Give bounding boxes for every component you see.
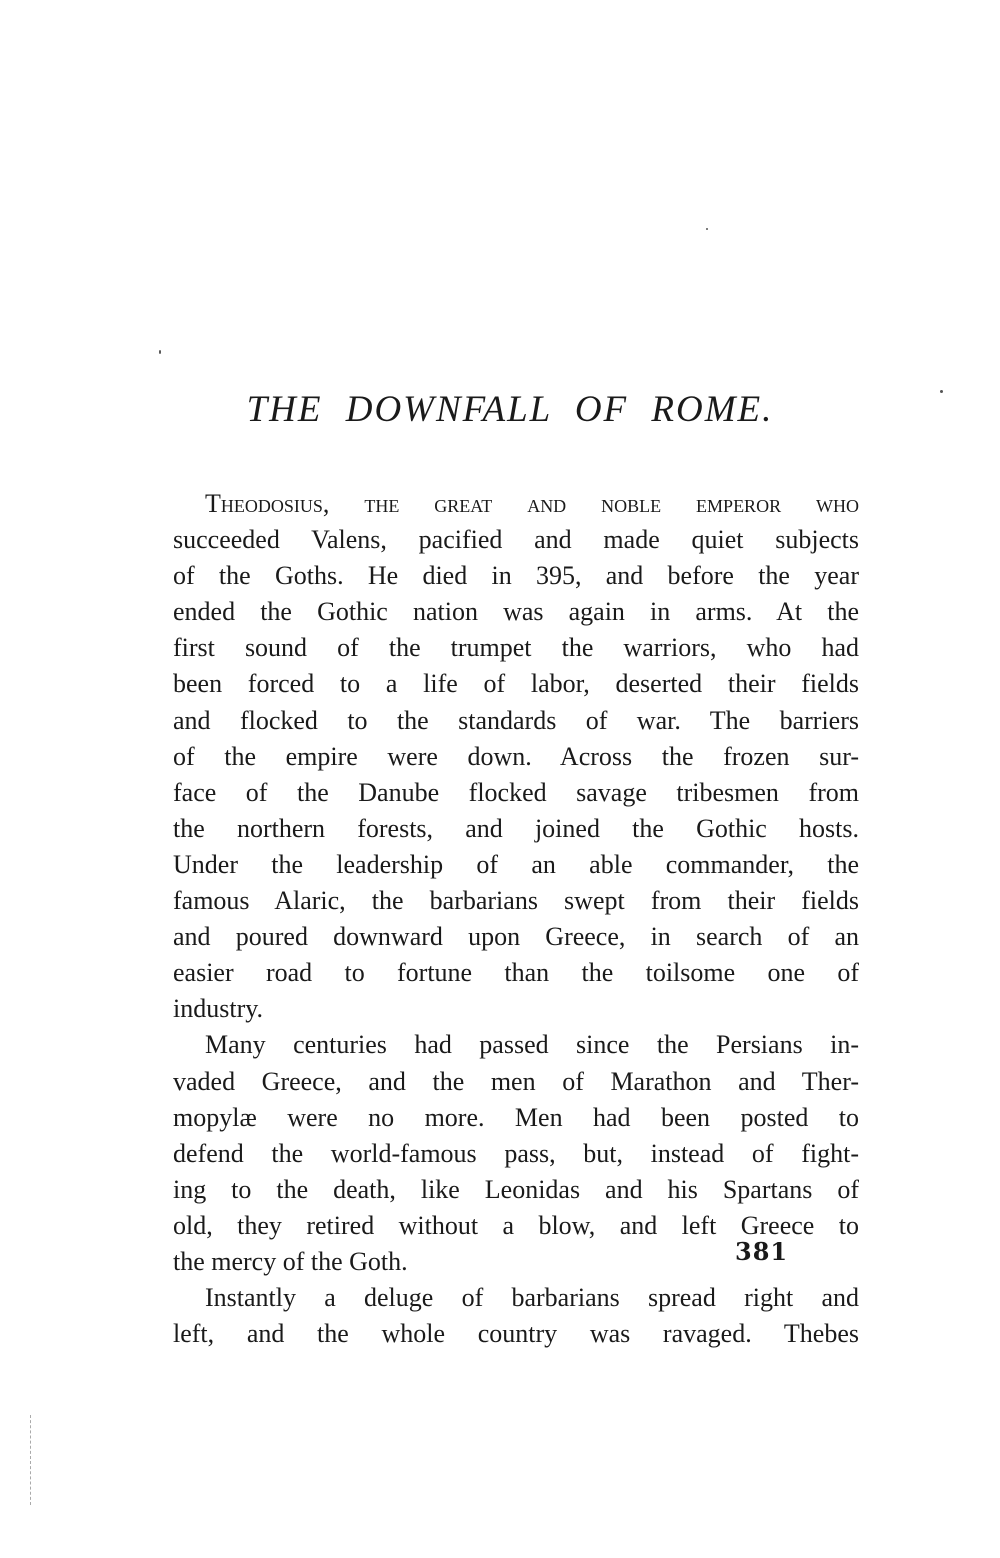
text-line: ing to the death, like Leonidas and his Spartans of <box>173 1174 859 1204</box>
margin-mark <box>30 1415 32 1505</box>
body-text <box>173 486 859 1352</box>
text-line: easier road to fortune than the toilsome one of <box>173 958 859 988</box>
text-line: old, they retired without a blow, and left Greece to <box>173 1210 859 1240</box>
text-line: been forced to a life of labor, deserted their fields <box>173 669 859 699</box>
text-line: left, and the whole country was ravaged. Thebes <box>173 1319 859 1349</box>
text-line: ended the Gothic nation was again in arms. At the <box>173 597 859 627</box>
text-line: Under the leadership of an able commander, the <box>173 849 859 879</box>
text-line: defend the world-famous pass, but, instead of fight- <box>173 1138 859 1168</box>
text-line: face of the Danube flocked savage tribesmen from <box>173 777 859 807</box>
text-line: and poured downward upon Greece, in search of an <box>173 922 859 952</box>
chapter-title: THE DOWNFALL OF ROME. <box>246 389 774 430</box>
text-line: of the Goths. He died in 395, and before the year <box>173 561 859 591</box>
paper-speck <box>940 390 943 393</box>
text-line: vaded Greece, and the men of Marathon and Ther- <box>173 1066 859 1096</box>
paper-speck <box>159 350 161 354</box>
text-line: the northern forests, and joined the Gothic hosts. <box>173 813 859 843</box>
text-line: succeeded Valens, pacified and made quiet subjects <box>173 525 859 555</box>
text-line: famous Alaric, the barbarians swept from their fields <box>173 886 859 916</box>
text-line: first sound of the trumpet the warriors, who had <box>173 633 859 663</box>
paper-speck <box>706 228 708 230</box>
text-line: industry. <box>173 994 264 1024</box>
text-line: Instantly a deluge of barbarians spread right and <box>205 1283 859 1313</box>
text-line: and flocked to the standards of war. The barriers <box>173 705 859 735</box>
text-line: Theodosius, the great and noble emperor who <box>205 489 859 518</box>
text-line: of the empire were down. Across the frozen sur- <box>173 741 859 771</box>
text-line: Many centuries had passed since the Persians in- <box>205 1030 859 1060</box>
page-number: 381 <box>735 1237 789 1266</box>
text-line: the mercy of the Goth. <box>173 1246 408 1276</box>
text-line: mopylæ were no more. Men had been posted to <box>173 1102 859 1132</box>
